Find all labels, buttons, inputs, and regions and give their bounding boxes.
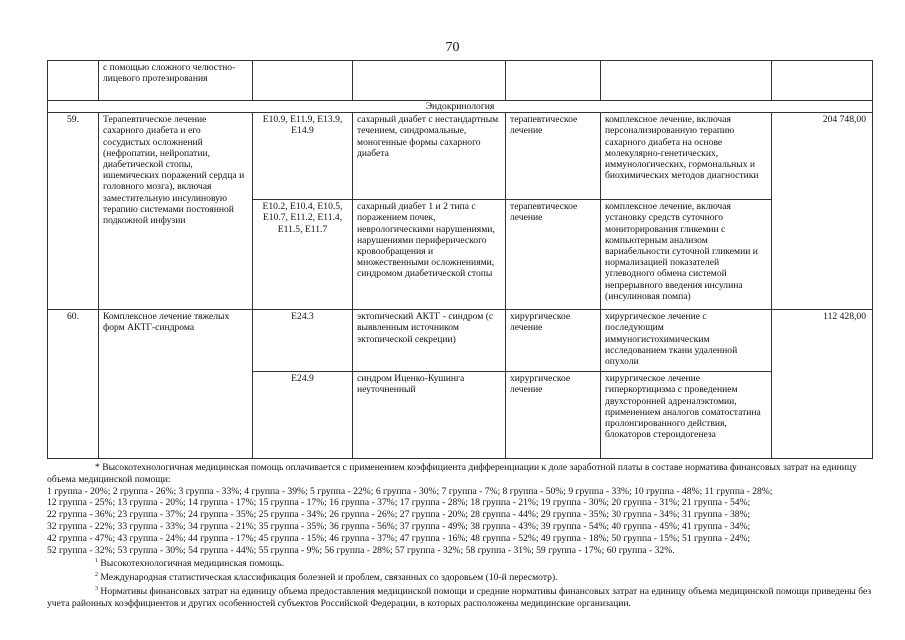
- cell-price: [772, 61, 873, 101]
- row-method: хирургическое лечение с последующим иммуногистохимическим исследованием ткани удаленной опухоли: [601, 310, 772, 372]
- cell-name: с помощью сложного челюстно-лицевого протезирования: [99, 61, 253, 101]
- row-name: Комплексное лечение тяжелых форм АКТГ-синдрома: [99, 310, 253, 459]
- row-treatment-type: хирургическое лечение: [506, 372, 601, 459]
- row-codes: E10.9, E11.9, E13.9, E14.9: [253, 113, 353, 200]
- footnote-text: Высокотехнологичная медицинская помощь.: [100, 558, 284, 570]
- vmp-table: [47, 60, 873, 459]
- row-codes: E10.2, E10.4, E10.5, E10.7, E11.2, E11.4, E11.5, E11.7: [253, 200, 353, 310]
- row-treatment-type: хирургическое лечение: [506, 310, 601, 372]
- groups-line: 42 группа - 47%; 43 группа - 24%; 44 группа - 17%; 45 группа - 15%; 46 группа - 37%; 47 группа - 16%; 48 группа - 52%; 49 группа - 18%; 50 группа - 15%; 51 группа - 24%;: [47, 532, 751, 544]
- footnote-mark: 2: [95, 572, 98, 579]
- row-number: 60.: [48, 310, 99, 459]
- cell-model: [353, 61, 506, 101]
- footnotes: [47, 462, 872, 610]
- footnote-mark: 3: [95, 585, 98, 592]
- row-price: 204 748,00: [772, 113, 873, 310]
- cell-num: [48, 61, 99, 101]
- row-treatment-type: терапевтическое лечение: [506, 113, 601, 200]
- row-model: эктопический АКТГ - синдром (с выявленным источником эктопической секреции): [353, 310, 506, 372]
- page-number: 70: [445, 40, 460, 55]
- section-header-row: [48, 101, 873, 113]
- section-title: Эндокринология: [48, 101, 873, 113]
- row-model: синдром Иценко-Кушинга неуточненный: [353, 372, 506, 459]
- footnote-text: Нормативы финансовых затрат на единицу объема предоставления медицинской помощи и средние нормативы финансовых затрат на единицу объема медицинской помощи приведены без учета районных коэффициентов и других особенностей субъектов Российской Федерации, в которых расположены медицинские организации.: [47, 585, 872, 609]
- row-method: комплексное лечение, включая установку средств суточного мониторирования гликемии с компьютерным анализом вариабельности суточной гликемии и нормализацией показателей углеводного обмена системой непрерывного введения инсулина (инсулиновая помпа): [601, 200, 772, 310]
- row-model: сахарный диабет 1 и 2 типа с поражением почек, неврологическими нарушениями, нарушениями периферического кровообращения и множественными осложнениями, синдромом диабетической стопы: [353, 200, 506, 310]
- footnote-1: [47, 556, 872, 570]
- cell-treatment-type: [506, 61, 601, 101]
- groups-line: 12 группа - 25%; 13 группа - 20%; 14 группа - 17%; 15 группа - 17%; 16 группа - 37%; 17 группа - 28%; 18 группа - 21%; 19 группа - 30%; 20 группа - 31%; 21 группа - 54%;: [47, 497, 751, 509]
- row-codes: E24.3: [253, 310, 353, 372]
- cell-codes: [253, 61, 353, 101]
- row-method: хирургическое лечение гиперкортицизма с проведением двухсторонней адреналэктомии, применением аналогов соматостатина пролонгированного действия, блокаторов стероидогенеза: [601, 372, 772, 459]
- table-row: [48, 113, 873, 200]
- table-row-continued: [48, 61, 873, 101]
- groups-line: 22 группа - 36%; 23 группа - 37%; 24 группа - 35%; 25 группа - 34%; 26 группа - 26%; 27 группа - 20%; 28 группа - 44%; 29 группа - 35%; 30 группа - 34%; 31 группа - 38%;: [47, 509, 751, 521]
- footnote-2: [47, 570, 872, 584]
- row-method: комплексное лечение, включая персонализированную терапию сахарного диабета на основе молекулярно-генетических, иммунологических, гормональных и биохимических методов диагностики: [601, 113, 772, 200]
- cell-method: [601, 61, 772, 101]
- row-name: Терапевтическое лечение сахарного диабета и его сосудистых осложнений (нефропатии, нейропатии, диабетической стопы, ишемических поражений сердца и головного мозга), включая заместительную инсулиновую терапию системами постоянной подкожной инфузии: [99, 113, 253, 310]
- groups-line: 1 группа - 20%; 2 группа - 26%; 3 группа - 33%; 4 группа - 39%; 5 группа - 22%; 6 группа - 30%; 7 группа - 7%; 8 группа - 50%; 9 группа - 33%; 10 группа - 48%; 11 группа - 28%;: [47, 485, 773, 497]
- table-row: [48, 310, 873, 372]
- groups-line: 32 группа - 22%; 33 группа - 33%; 34 группа - 21%; 35 группа - 35%; 36 группа - 56%; 37 группа - 49%; 38 группа - 43%; 39 группа - 54%; 40 группа - 45%; 41 группа - 34%;: [47, 520, 751, 532]
- row-price: 112 428,00: [772, 310, 873, 459]
- footnote-text: Международная статистическая классификация болезней и проблем, связанных со здоровьем (10-й пересмотр).: [100, 572, 558, 584]
- row-number: 59.: [48, 113, 99, 310]
- groups-line: 52 группа - 32%; 53 группа - 30%; 54 группа - 44%; 55 группа - 9%; 56 группа - 28%; 57 группа - 32%; 58 группа - 31%; 59 группа - 17%; 60 группа - 32%.: [47, 544, 675, 556]
- row-treatment-type: терапевтическое лечение: [506, 200, 601, 310]
- footnote-3: [47, 584, 872, 610]
- row-codes: E24.9: [253, 372, 353, 459]
- footnote-mark: 1: [95, 558, 98, 565]
- star-note: * Высокотехнологичная медицинская помощь оплачивается с применением коэффициента дифференциации к доле заработной платы в составе норматива финансовых затрат на единицу объема медицинской помощи:: [47, 462, 857, 485]
- row-model: сахарный диабет с нестандартным течением, синдромальные, моногенные формы сахарного диабета: [353, 113, 506, 200]
